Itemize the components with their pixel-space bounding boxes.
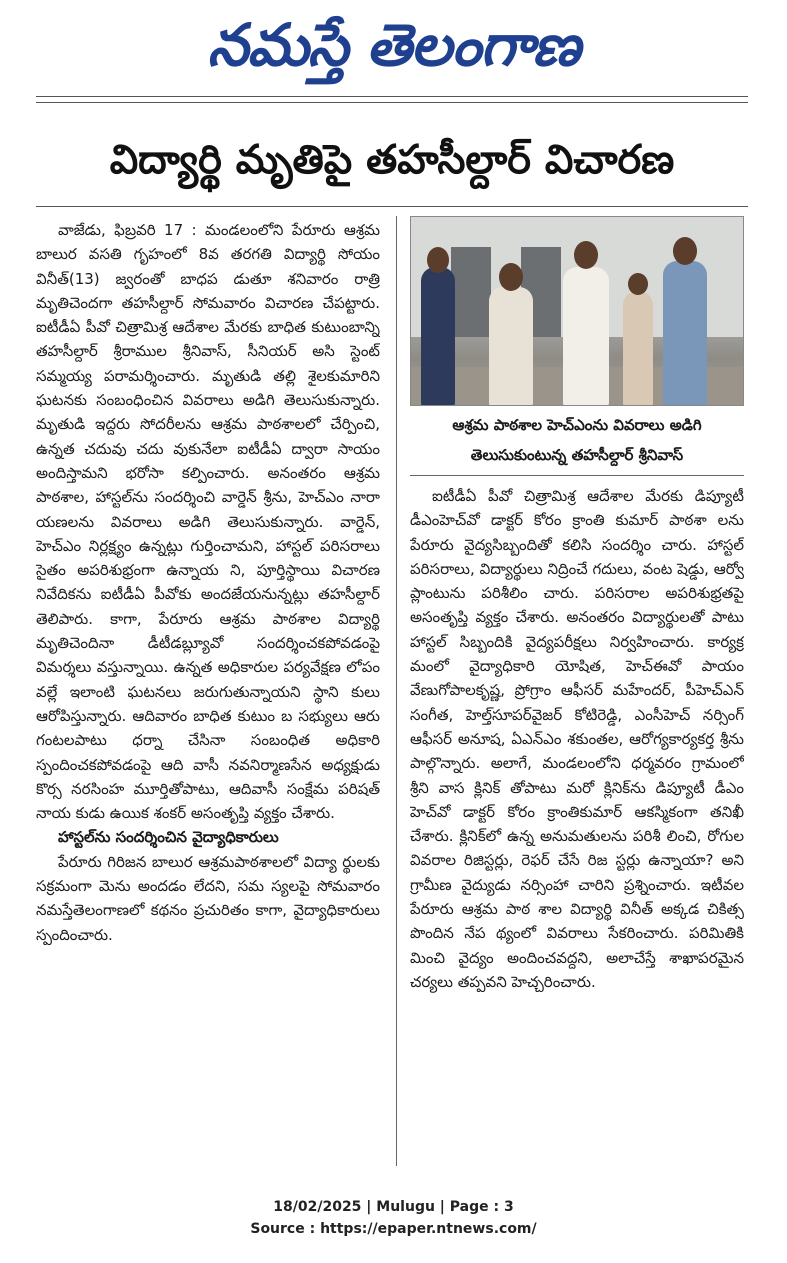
article-paragraph: వాజేడు, ఫిబ్రవరి 17 : మండలంలోని పేరూరు ఆశ్రమ బాలుర వసతి గృహంలో 8వ తరగతి విద్యార్థి సోయం వినీత్(13) జ్వరంతో బాధప డుతూ శనివారం రాత్రి మృతిచెందగా తహసీల్దార్ సోమవారం విచారణ చేపట్టారు. ఐటీడీఏ పీవో చిత్రామిశ్ర ఆదేశాల మేరకు బాధిత కుటుంబాన్ని తహసీల్దార్ శ్రీరాముల శ్రీనివాస్, సీనియర్ అసి స్టెంట్ సమ్మయ్య పరామర్శించారు. మృతుడి తల్లి శైలకుమారిని ఘటనకు సంబంధించిన వివరాలు అడిగి తెలుసుకున్నారు. మృతుడి ఇద్దరు సోదరీలను ఆశ్రమ పాఠశాలలో చేర్పించి, ఉన్నత చదువు చదు వుకునేలా ఐటీడీఏ ద్వారా సాయం అందిస్తామని భరోసా కల్పించారు. అనంతరం ఆశ్రమ పాఠశాల, హాస్టల్‌ను సందర్శించి వార్డెన్ శ్రీను, హెచ్ఎం నారా యణలను వివరాలు అడిగి తెలుసుకున్నారు. వార్డెన్, హెచ్ఎం నిర్లక్ష్యం ఉన్నట్లు గుర్తించామని, హాస్టల్ పరిసరాలు సైతం అపరిశుభ్రంగా ఉన్నాయ ని, పూర్తిస్థాయి విచారణ నివేదికను ఐటీడీఏ పీవోకు అందజేయనున్నట్లు తహసీల్దార్ తెలిపారు. కాగా, పేరూరు ఆశ్రమ పాఠశాల విద్యార్థి మృతిచెందినా డీటీడబ్ల్యూవో సందర్శించకపోవడంపై విమర్శలు వస్తున్నాయి. ఉన్నత అధికారుల పర్యవేక్షణ లోపం వల్లే ఇలాంటి ఘటనలు జరుగుతున్నాయని స్థాని కులు ఆరోపిస్తున్నారు. ఆదివారం బాధిత కుటుం బ సభ్యులు ఆరు గంటలపాటు ధర్నా చేసినా సంబంధిత అధికారి స్పందించకపోవడంపై ఆది వాసీ నవనిర్మాణసేన అధ్యక్షుడు కొర్స నరసింహ మూర్తితోపాటు, ఆదివాసీ సంక్షేమ పరిషత్ నాయ కుడు ఉయిక శంకర్ అసంతృప్తి వ్యక్తం చేశారు. <box>36 221 380 823</box>
column-divider <box>396 216 397 1166</box>
photo-person <box>421 267 455 406</box>
page-footer <box>0 1196 787 1240</box>
right-column <box>410 484 744 1164</box>
masthead-rule-bottom <box>36 102 748 103</box>
photo-caption <box>410 410 744 476</box>
photo-caption-line: ఆశ్రమ పాఠశాల హెచ్ఎంను వివరాలు అడిగి <box>452 416 702 434</box>
left-column <box>36 218 380 1168</box>
masthead <box>0 6 787 84</box>
photo-person-head <box>628 273 648 295</box>
headline-rule <box>36 206 748 207</box>
footer-date-edition: 18/02/2025 | Mulugu | Page : 3 <box>273 1199 514 1215</box>
photo-person <box>623 291 653 406</box>
photo-person <box>663 261 707 406</box>
photo-person-head <box>673 237 697 265</box>
article-photo <box>410 216 744 406</box>
photo-person-head <box>427 247 449 273</box>
article-subhead: హాస్టల్‌ను సందర్శించిన వైద్యాధికారులు <box>58 828 279 847</box>
article-paragraph: ఐటీడీఏ పీవో చిత్రామిశ్ర ఆదేశాల మేరకు డిప్యూటీ డీఎంహెచ్‌వో డాక్టర్ కోరం క్రాంతి కుమార్ పాఠశా లను పేరూరు వైద్యసిబ్బందితో కలిసి సందర్శిం చారు. హాస్టల్ పరిసరాలు, విద్యార్థులు నిద్రించే గదులు, వంట షెడ్డు, ఆర్వో ప్లాంటును పరిశీలిం చారు. పరిసరాల అపరిశుభ్రతపై అసంతృప్తి వ్యక్తం చేశారు. అనంతరం విద్యార్థులతో పాటు హాస్టల్ సిబ్బందికి వైద్యపరీక్షలు నిర్వహించారు. కార్యక్ర మంలో వైద్యాధికారి యోషిత, హెచ్ఈవో పాయం వేణుగోపాలకృష్ణ, ప్రోగ్రాం ఆఫీసర్ మహేందర్, పీహెచ్ఎన్ సంగీత, హెల్త్‌సూపర్‌వైజర్ కోటిరెడ్డి, ఎంసీహెచ్ నర్సింగ్ ఆఫీసర్ అనూష, ఏఎన్ఎం శకుంతల, ఆరోగ్యకార్యకర్త శ్రీను పాల్గొన్నారు. అలాగే, మండలంలోని ధర్మవరం గ్రామంలో శ్రీని వాస క్లినిక్ తోపాటు మరో క్లినిక్‌ను డిప్యూటీ డీఎం హెచ్‌వో డాక్టర్ కోరం క్రాంతికుమార్ ఆకస్మికంగా తనిఖీ చేశారు. క్లినిక్‌లో ఉన్న అనుమతులను పరిశీ లించి, రోగుల వివరాల రిజిస్టర్లు, రెఫర్ చేసే రిజ స్టర్లు ఉన్నాయా? అని గ్రామీణ వైద్యుడు నర్సింహా చారిని ప్రశ్నించారు. ఇటీవల పేరూరు ఆశ్రమ పాఠ శాల విద్యార్థి వినీత్ అక్కడ చికిత్స పొందిన నేప థ్యంలో వివరాలు సేకరించారు. పరిమితికి మించి వైద్యం అందించవద్దని, అలాచేస్తే శాఖాపరమైన చర్యలు తప్పవని హెచ్చరించారు. <box>410 487 744 991</box>
photo-caption-line: తెలుసుకుంటున్న తహసీల్దార్ శ్రీనివాస్ <box>470 446 684 464</box>
photo-person <box>563 267 609 406</box>
masthead-rule-top <box>36 96 748 97</box>
newspaper-logo: నమస్తే తెలంగాణ <box>207 11 580 79</box>
article-paragraph: పేరూరు గిరిజన బాలుర ఆశ్రమపాఠశాలలో విద్యా ర్థులకు సక్రమంగా మెను అందడం లేదని, సమ స్యలపై సోమవారం నమస్తేతెలంగాణలో కథనం ప్రచురితం కాగా, వైద్యాధికారులు స్పందించారు. <box>36 852 380 944</box>
photo-person-head <box>574 241 598 269</box>
photo-person-head <box>499 263 523 291</box>
photo-door <box>451 247 491 337</box>
footer-source: Source : https://epaper.ntnews.com/ <box>250 1221 537 1237</box>
article-headline: విద్యార్థి మృతిపై తహసీల్దార్ విచారణ <box>109 137 675 183</box>
photo-person <box>489 287 533 406</box>
